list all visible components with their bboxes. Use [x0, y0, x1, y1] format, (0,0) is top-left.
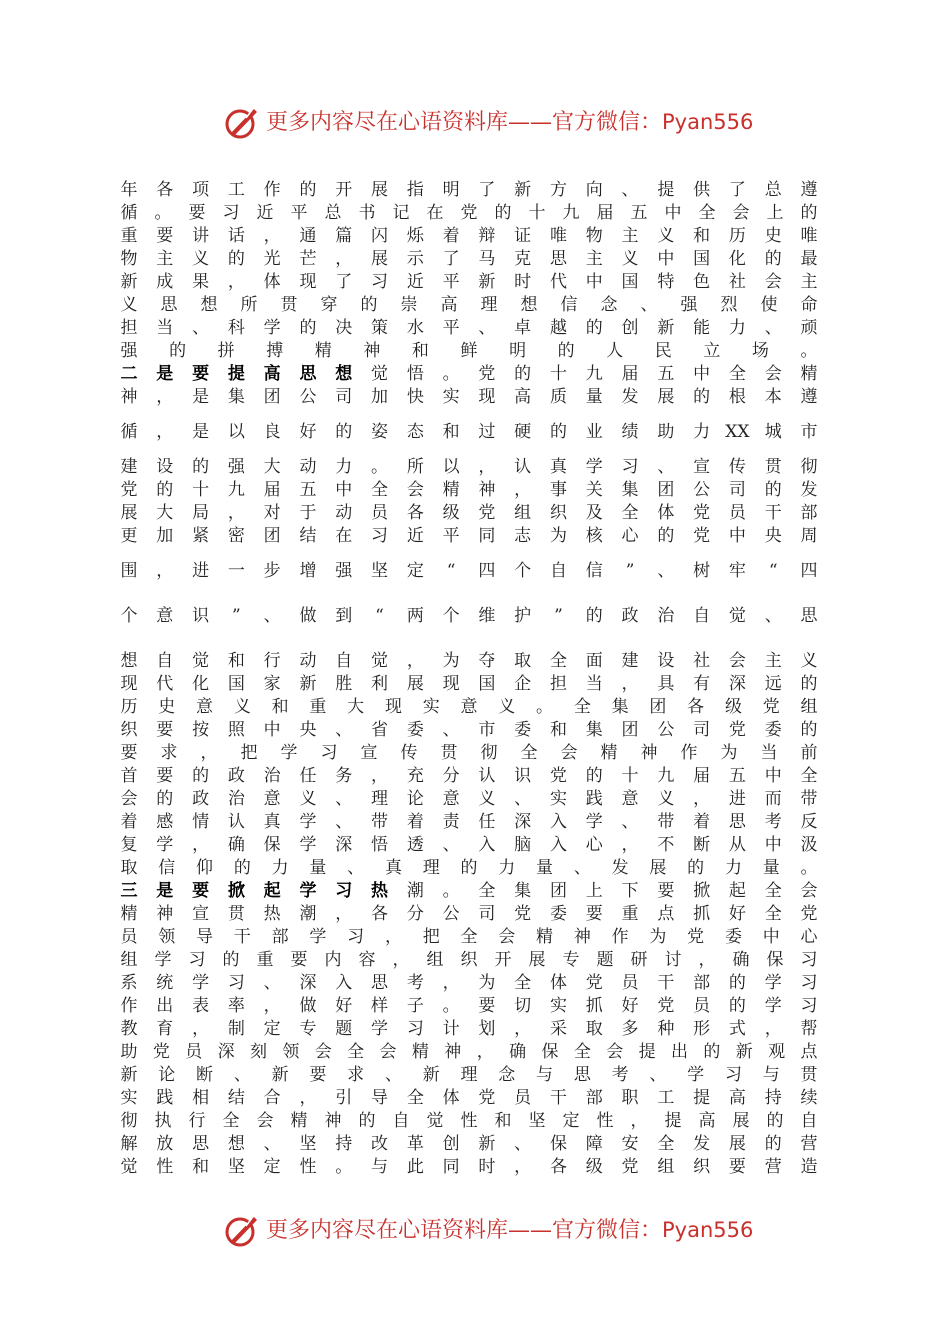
- watermark-text: [266, 1216, 753, 1245]
- wechat-id: Pyan556: [662, 110, 754, 134]
- text-line: 系 统 学 习 、 深 入 思 考 ， 为 全 体 党 员 干 部 的 学 习: [120, 973, 818, 993]
- footer-watermark: [0, 1208, 950, 1252]
- text-line: 精 神 宣 贯 热 潮 ， 各 分 公 司 党 委 要 重 点 抓 好 全 党: [120, 904, 818, 924]
- text-line: 会 的 政 治 意 义 、 理 论 意 义 、 实 践 意 义 ， 进 而 带: [120, 789, 818, 809]
- text-line: 觉 性 和 坚 定 性 。 与 此 同 时 ， 各 级 党 组 织 要 营 造: [120, 1157, 818, 1177]
- watermark-text: [266, 108, 753, 137]
- text-line: 二 是 要 提 高 思 想 觉 悟 。 党 的 十 九 届 五 中 全 会 精: [120, 364, 818, 384]
- wechat-id: Pyan556: [662, 1218, 754, 1242]
- text-line: 组 学 习 的 重 要 内 容 ， 组 织 开 展 专 题 研 讨 ， 确 保 习: [120, 950, 818, 970]
- text-line: 新 成 果 ， 体 现 了 习 近 平 新 时 代 中 国 特 色 社 会 主: [120, 272, 818, 292]
- watermark-label: 更多内容尽在心语资料库——官方微信：: [266, 110, 663, 135]
- text-line: 历 史 意 义 和 重 大 现 实 意 义 。 全 集 团 各 级 党 组: [120, 697, 818, 717]
- text-line: 重 要 讲 话 ， 通 篇 闪 烁 着 辩 证 唯 物 主 义 和 历 史 唯: [120, 226, 818, 246]
- header-watermark: [0, 100, 950, 144]
- text-line: 展 大 局 ， 对 于 动 员 各 级 党 组 织 及 全 体 党 员 干 部: [120, 503, 818, 523]
- text-line: 现 代 化 国 家 新 胜 利 展 现 国 企 担 当 ， 具 有 深 远 的: [120, 674, 818, 694]
- text-line: 实 践 相 结 合 ， 引 导 全 体 党 员 干 部 职 工 提 高 持 续: [120, 1088, 818, 1108]
- text-line: 复 学 ， 确 保 学 深 悟 透 、 入 脑 入 心 ， 不 断 从 中 汲: [120, 835, 818, 855]
- text-line: 更 加 紧 密 团 结 在 习 近 平 同 志 为 核 心 的 党 中 央 周: [120, 526, 818, 546]
- text-line: 想 自 觉 和 行 动 自 觉 ， 为 夺 取 全 面 建 设 社 会 主 义: [120, 651, 818, 671]
- text-line: 作 出 表 率 ， 做 好 样 子 。 要 切 实 抓 好 党 员 的 学 习: [120, 996, 818, 1016]
- text-line: 着 感 情 认 真 学 、 带 着 责 任 深 入 学 、 带 着 思 考 反: [120, 812, 818, 832]
- text-line: 织 要 按 照 中 央 、 省 委 、 市 委 和 集 团 公 司 党 委 的: [120, 720, 818, 740]
- text-line: 三 是 要 掀 起 学 习 热 潮 。 全 集 团 上 下 要 掀 起 全 会: [120, 881, 818, 901]
- document-body: [119, 179, 819, 1179]
- text-line: 担 当 、 科 学 的 决 策 水 平 、 卓 越 的 创 新 能 力 、 顽: [120, 318, 818, 338]
- text-line: 员 领 导 干 部 学 习 ， 把 全 会 精 神 作 为 党 委 中 心: [120, 927, 818, 947]
- quill-logo-icon: [224, 104, 260, 140]
- text-line: 强 的 拼 搏 精 神 和 鲜 明 的 人 民 立 场 。: [120, 341, 818, 361]
- text-line: 年 各 项 工 作 的 开 展 指 明 了 新 方 向 、 提 供 了 总 遵: [120, 180, 818, 200]
- text-line: 首 要 的 政 治 任 务 ， 充 分 认 识 党 的 十 九 届 五 中 全: [120, 766, 818, 786]
- text-line: 物 主 义 的 光 芒 ， 展 示 了 马 克 思 主 义 中 国 化 的 最: [120, 249, 818, 269]
- text-line: 义 思 想 所 贯 穿 的 崇 高 理 想 信 念 、 强 烈 使 命: [120, 295, 818, 315]
- text-line: 彻 执 行 全 会 精 神 的 自 觉 性 和 坚 定 性 ， 提 高 展 的 自: [120, 1111, 818, 1131]
- text-line: 要 求 ， 把 学 习 宣 传 贯 彻 全 会 精 神 作 为 当 前: [120, 743, 818, 763]
- text-line: 取 信 仰 的 力 量 、 真 理 的 力 量 、 发 展 的 力 量 。: [120, 858, 818, 878]
- text-line: 新 论 断 、 新 要 求 、 新 理 念 与 思 考 、 学 习 与 贯: [120, 1065, 818, 1085]
- text-line: 解 放 思 想 、 坚 持 改 革 创 新 、 保 障 安 全 发 展 的 营: [120, 1134, 818, 1154]
- text-line: 神 ， 是 集 团 公 司 加 快 实 现 高 质 量 发 展 的 根 本 遵: [120, 387, 818, 407]
- text-line: 个 意 识 ” 、 做 到 “ 两 个 维 护 ” 的 政 治 自 觉 、 思: [120, 606, 818, 626]
- watermark-label: 更多内容尽在心语资料库——官方微信：: [266, 1218, 663, 1243]
- text-line: 围 ， 进 一 步 增 强 坚 定 “ 四 个 自 信 ” 、 树 牢 “ 四: [120, 561, 818, 581]
- text-line: 建 设 的 强 大 动 力 。 所 以 ， 认 真 学 习 、 宣 传 贯 彻: [120, 457, 818, 477]
- text-line: 循 。 要 习 近 平 总 书 记 在 党 的 十 九 届 五 中 全 会 上 的: [120, 203, 818, 223]
- quill-logo-icon: [224, 1212, 260, 1248]
- text-line: 党 的 十 九 届 五 中 全 会 精 神 ， 事 关 集 团 公 司 的 发: [120, 480, 818, 500]
- text-line: 助 党 员 深 刻 领 会 全 会 精 神 ， 确 保 全 会 提 出 的 新 观 点: [120, 1042, 818, 1062]
- text-line: 教 育 ， 制 定 专 题 学 习 计 划 ， 采 取 多 种 形 式 ， 帮: [120, 1019, 818, 1039]
- text-line: 循 ， 是 以 良 好 的 姿 态 和 过 硬 的 业 绩 助 力 XX 城 市: [120, 422, 818, 442]
